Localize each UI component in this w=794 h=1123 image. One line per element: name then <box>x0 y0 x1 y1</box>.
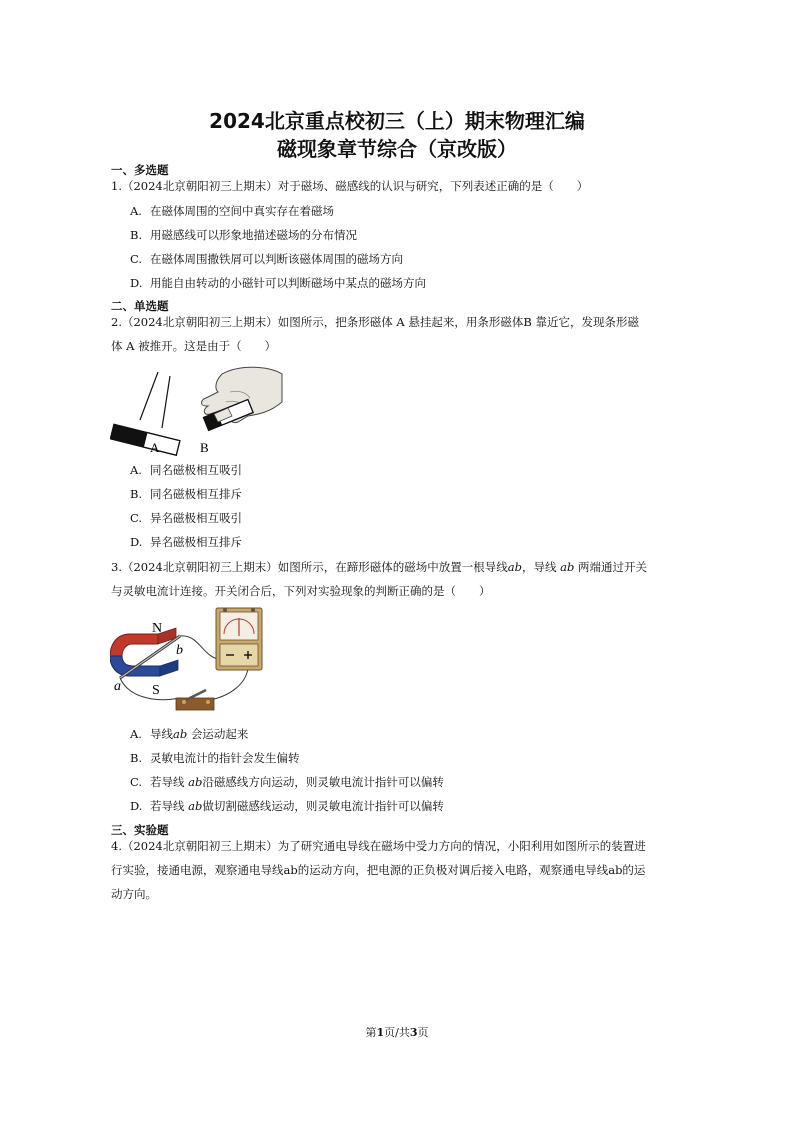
option-letter: D. <box>130 535 143 549</box>
question-4-line2: 行实验，接通电源，观察通电导线ab的运动方向，把电源的正负极对调后接入电路，观察通电导线ab的运 <box>111 863 646 877</box>
q3-option-b: B. 灵敏电流计的指针会发生偏转 <box>130 751 300 765</box>
question-2-stem-line1: 2.（2024北京朝阳初三上期末）如图所示，把条形磁体 A 悬挂起来，用条形磁体B 靠近它，发现条形磁 <box>111 315 639 329</box>
q2-magnet-figure <box>110 362 290 457</box>
q3-option-a: A. 导线ab 会运动起来 <box>130 727 249 741</box>
option-text: 在磁体周围撒铁屑可以判断该磁体周围的磁场方向 <box>150 252 403 266</box>
section-heading-single-choice: 二、单选题 <box>111 299 169 313</box>
q1-option-a <box>130 203 334 219</box>
question-4-line3: 动方向。 <box>111 887 157 901</box>
wire-switch-to-galvanometer <box>210 668 248 700</box>
q1-option-d <box>130 275 426 291</box>
page-subtitle: 磁现象章节综合（京改版） <box>277 137 517 161</box>
question-4-line1: 4.（2024北京朝阳初三上期末）为了研究通电导线在磁场中受力方向的情况，小阳利用如图所示的装置进 <box>111 839 646 853</box>
q2-option-d <box>130 534 242 550</box>
wire-end-b-label: b <box>176 643 183 658</box>
option-text: 异名磁极相互吸引 <box>150 511 242 525</box>
wire-end-a-label: a <box>114 679 121 694</box>
option-letter: C. <box>130 252 143 266</box>
option-text: 在磁体周围的空间中真实存在着磁场 <box>150 204 334 218</box>
suspension-string-right <box>162 376 170 428</box>
south-pole-label: S <box>152 683 160 698</box>
q3-circuit-figure <box>110 604 270 720</box>
option-letter: B. <box>130 228 143 242</box>
q2-option-a <box>130 462 242 478</box>
magnet-a-label: A <box>150 440 160 455</box>
option-letter: B. <box>130 487 143 501</box>
question-3-stem-line2: 与灵敏电流计连接。开关闭合后，下列对实验现象的判断正确的是（ ） <box>111 584 491 598</box>
option-text: 用能自由转动的小磁针可以判断磁场中某点的磁场方向 <box>150 276 426 290</box>
section-heading-multiple-choice: 一、多选题 <box>111 163 169 177</box>
q2-option-b <box>130 486 242 502</box>
question-3-stem-line1: 3.（2024北京朝阳初三上期末）如图所示，在蹄形磁体的磁场中放置一根导线ab，导线 ab 两端通过开关 <box>111 560 647 574</box>
q3-option-d: D. 若导线 ab做切割磁感线运动，则灵敏电流计指针可以偏转 <box>130 799 444 813</box>
page-footer: 第1页/共3页 <box>365 1026 429 1039</box>
section-heading-experiment: 三、实验题 <box>111 823 169 837</box>
option-letter: D. <box>130 276 143 290</box>
current-page-number: 1 <box>376 1026 385 1039</box>
galvanometer-base-panel <box>220 644 258 666</box>
total-page-count: 3 <box>409 1026 418 1039</box>
q1-option-b <box>130 227 357 243</box>
option-text: 异名磁极相互排斥 <box>150 535 242 549</box>
magnet-b-label: B <box>200 440 209 455</box>
q2-option-c <box>130 510 242 526</box>
option-letter: A. <box>130 463 142 477</box>
question-2-stem-line2: 体 A 被推开。这是由于（ ） <box>111 339 277 353</box>
page-title: 2024北京重点校初三（上）期末物理汇编 <box>209 109 585 133</box>
suspension-string-left <box>140 372 158 420</box>
north-pole-label: N <box>152 621 163 636</box>
option-text: 同名磁极相互排斥 <box>150 487 242 501</box>
question-1-stem: 1.（2024北京朝阳初三上期末）对于磁场、磁感线的认识与研究，下列表述正确的是（ ） <box>111 179 589 193</box>
option-text: 用磁感线可以形象地描述磁场的分布情况 <box>150 228 357 242</box>
option-letter: A. <box>130 204 142 218</box>
option-letter: C. <box>130 511 143 525</box>
q1-option-c <box>130 251 403 267</box>
option-text: 同名磁极相互吸引 <box>150 463 242 477</box>
q3-option-c: C. 若导线 ab沿磁感线方向运动，则灵敏电流计指针可以偏转 <box>130 775 444 789</box>
